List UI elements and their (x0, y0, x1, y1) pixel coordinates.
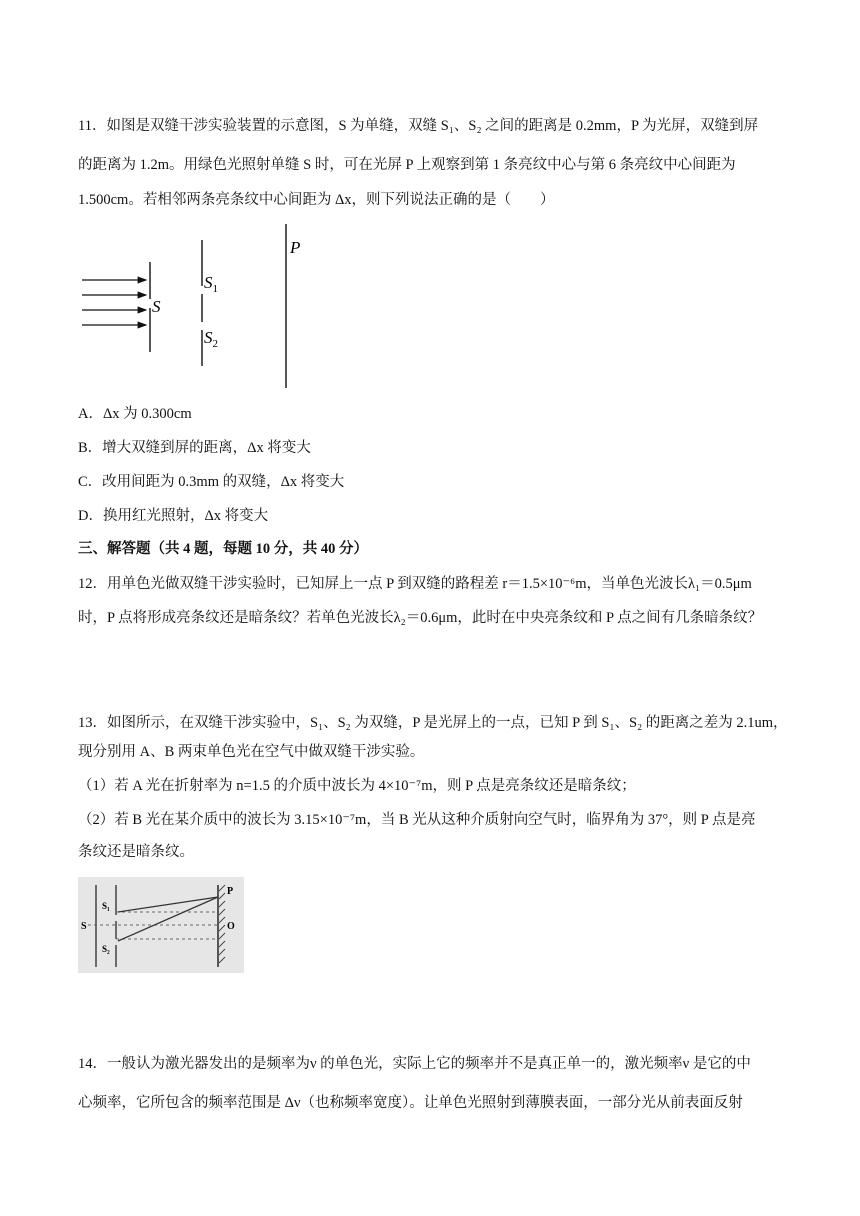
q13-stem-line1: 13．如图所示，在双缝干涉实验中，S₁、S₂ 为双缝，P 是光屏上的一点，已知 P 到 S₁、S₂ 的距离之差为 2.1um， (78, 715, 788, 731)
q11-option-c: C．改用间距为 0.3mm 的双缝，Δx 将变大 (78, 474, 345, 490)
double-slit-photo-diagram (78, 877, 244, 973)
q11-stem-line1: 11．如图是双缝干涉实验装置的示意图，S 为单缝，双缝 S₁、S₂ 之间的距离是 0.2mm，P 为光屏，双缝到屏 (78, 118, 759, 134)
q14-stem-line1: 14．一般认为激光器发出的是频率为ν 的单色光，实际上它的频率并不是真正单一的，激光频率ν 是它的中 (78, 1056, 751, 1072)
q13-stem-line2: 现分别用 A、B 两束单色光在空气中做双缝干涉实验。 (78, 744, 425, 760)
q11-stem-line2: 的距离为 1.2m。用绿色光照射单缝 S 时，可在光屏 P 上观察到第 1 条亮纹中心与第 6 条亮纹中心间距为 (78, 157, 736, 173)
q11-option-d: D．换用红光照射，Δx 将变大 (78, 508, 269, 524)
label-p: P (227, 886, 234, 897)
label-o: O (227, 921, 235, 932)
q13-part2-cont: 条纹还是暗条纹。 (78, 844, 194, 860)
q12-stem-line2: 时，P 点将形成亮条纹还是暗条纹？若单色光波长λ₂＝0.6μm，此时在中央亮条纹和 P 点之间有几条暗条纹？ (78, 610, 763, 626)
q14-stem-line2: 心频率，它所包含的频率范围是 Δν（也称频率宽度）。让单色光照射到薄膜表面，一部分光从前表面反射 (78, 1095, 743, 1111)
label-s: S (81, 921, 87, 932)
q13-part1: （1）若 A 光在折射率为 n=1.5 的介质中波长为 4×10⁻⁷m，则 P 点是亮条纹还是暗条纹； (78, 778, 636, 794)
label-s1: S₁ (102, 901, 110, 911)
q11-option-a: A．Δx 为 0.300cm (78, 406, 192, 422)
label-p: P (290, 238, 301, 257)
label-s2: S₂ (102, 944, 110, 954)
label-s1: $S_1$ (204, 273, 218, 295)
q11-option-b: B．增大双缝到屏的距离，Δx 将变大 (78, 440, 311, 456)
q12-stem-line1: 12．用单色光做双缝干涉实验时，已知屏上一点 P 到双缝的路程差 r＝1.5×10⁻⁶m，当单色光波长λ₁＝0.5μm (78, 576, 752, 592)
label-s: S (152, 297, 161, 316)
section-heading: 三、解答题（共 4 题，每题 10 分，共 40 分） (78, 541, 368, 557)
label-s2: $S_2$ (204, 328, 218, 350)
double-slit-diagram (78, 222, 318, 392)
incident-light-arrows (82, 280, 146, 325)
q11-stem-line3: 1.500cm。若相邻两条亮条纹中心间距为 Δx，则下列说法正确的是（ ） (78, 192, 555, 208)
q13-part2: （2）若 B 光在某介质中的波长为 3.15×10⁻⁷m，当 B 光从这种介质射向空气时，临界角为 37°，则 P 点是亮 (78, 812, 756, 828)
